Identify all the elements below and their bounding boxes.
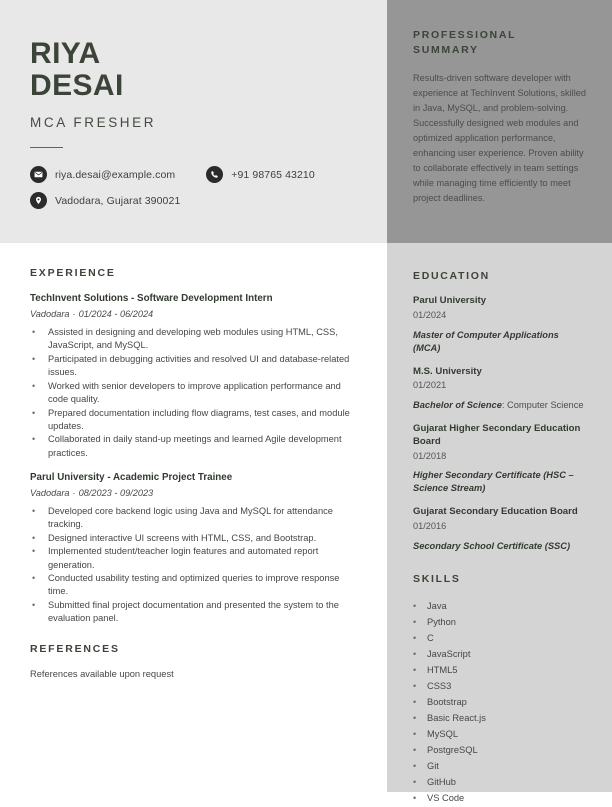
bullet-icon: • <box>413 664 417 675</box>
bullet-icon: • <box>32 380 36 391</box>
education-degree-title: Higher Secondary Certificate (HSC – Science Stream) <box>413 470 574 494</box>
skill-label: CSS3 <box>427 680 452 691</box>
header-divider <box>30 147 63 149</box>
bullet-item <box>30 572 357 598</box>
education-entry <box>413 295 586 354</box>
contact-location[interactable] <box>30 192 180 209</box>
education-school: Gujarat Secondary Education Board <box>413 506 578 518</box>
experience-bullets <box>30 505 357 626</box>
skill-item <box>413 791 586 807</box>
education-degree-detail: : Computer Science <box>501 400 584 411</box>
skill-label: HTML5 <box>427 664 458 675</box>
education-date: 01/2021 <box>413 380 447 391</box>
experience-location: Vadodara <box>30 487 70 498</box>
education-date: 01/2024 <box>413 310 447 321</box>
bullet-text: Conducted usability testing and optimized queries to improve response time. <box>48 573 340 597</box>
bullet-item <box>30 505 357 531</box>
bullet-icon: • <box>413 760 417 771</box>
bullet-text: Implemented student/teacher login features and automated report generation. <box>48 546 319 570</box>
bullet-icon: • <box>413 744 417 755</box>
skill-label: VS Code <box>427 792 465 803</box>
skills-list <box>413 599 586 807</box>
sidebar-lower <box>387 243 612 803</box>
education-date: 01/2016 <box>413 520 447 531</box>
skill-item <box>413 727 586 743</box>
experience-location: Vadodara <box>30 308 70 319</box>
contact-phone[interactable] <box>206 166 315 183</box>
envelope-icon <box>30 166 47 183</box>
bullet-text: Collaborated in daily stand-up meetings and learned Agile development practices. <box>48 434 342 458</box>
bullet-item <box>30 545 357 571</box>
header-identity-block <box>0 0 387 243</box>
education-entry <box>413 506 586 552</box>
education-degree-title: Secondary School Certificate (SSC) <box>413 540 571 551</box>
name-last: DESAI <box>30 69 124 103</box>
name-first: RIYA <box>30 37 101 70</box>
education-degree <box>413 329 586 355</box>
education-degree <box>413 469 586 495</box>
contact-row-secondary <box>30 192 359 209</box>
bullet-icon: • <box>413 696 417 707</box>
experience-meta <box>30 307 357 321</box>
experience-meta <box>30 486 357 500</box>
education-degree <box>413 399 586 412</box>
experience-entry <box>30 292 357 460</box>
contact-row-primary <box>30 166 359 183</box>
experience-title: TechInvent Solutions - Software Development Intern <box>30 293 273 304</box>
bullet-icon: • <box>413 792 417 803</box>
bullet-icon: • <box>32 505 36 516</box>
bullet-icon: • <box>32 407 36 418</box>
skill-item <box>413 599 586 615</box>
experience-bullets <box>30 326 357 460</box>
bullet-item <box>30 326 357 352</box>
bullet-icon: • <box>32 532 36 543</box>
summary-heading-line1: PROFESSIONAL <box>413 29 517 41</box>
meta-separator: · <box>72 308 76 319</box>
skill-item <box>413 647 586 663</box>
skill-label: C <box>427 632 434 643</box>
skill-item <box>413 695 586 711</box>
phone-text: +91 98765 43210 <box>231 168 315 181</box>
references-heading: REFERENCES <box>30 643 120 656</box>
skill-item <box>413 679 586 695</box>
candidate-title: MCA FRESHER <box>30 114 157 130</box>
skill-label: Java <box>427 600 447 611</box>
education-school: Parul University <box>413 295 487 307</box>
skill-label: Python <box>427 616 456 627</box>
skills-heading: SKILLS <box>413 572 461 585</box>
summary-heading-line2: SUMMARY <box>413 44 479 57</box>
bullet-item <box>30 353 357 379</box>
skill-label: Git <box>427 760 439 771</box>
bullet-icon: • <box>413 616 417 627</box>
experience-entry <box>30 471 357 626</box>
education-degree-title: Master of Computer Applications (MCA) <box>413 329 559 353</box>
education-entry <box>413 366 586 412</box>
education-entry <box>413 423 586 495</box>
bullet-text: Designed interactive UI screens with HTML, CSS, and Bootstrap. <box>48 532 317 543</box>
skill-label: JavaScript <box>427 648 471 659</box>
experience-dates: 01/2024 - 06/2024 <box>78 308 154 319</box>
main-column <box>0 243 387 792</box>
skill-item <box>413 631 586 647</box>
contact-block <box>30 166 359 209</box>
skill-item <box>413 711 586 727</box>
education-school: M.S. University <box>413 365 482 377</box>
map-pin-icon <box>30 192 47 209</box>
education-school: Gujarat Higher Secondary Education Board <box>413 422 581 447</box>
skill-item <box>413 615 586 631</box>
bullet-icon: • <box>413 680 417 691</box>
bullet-item <box>30 380 357 406</box>
education-list <box>413 295 586 552</box>
education-degree-title: Bachelor of Science <box>413 400 502 411</box>
bullet-icon: • <box>32 573 36 584</box>
skill-item <box>413 775 586 791</box>
bullet-icon: • <box>413 600 417 611</box>
bullet-icon: • <box>413 728 417 739</box>
bullet-icon: • <box>32 353 36 364</box>
meta-separator: · <box>72 487 76 498</box>
bullet-icon: • <box>32 600 36 611</box>
experience-list <box>30 292 357 625</box>
skill-label: GitHub <box>427 776 456 787</box>
experience-heading: EXPERIENCE <box>30 267 116 279</box>
summary-heading <box>413 28 586 58</box>
bullet-item <box>30 433 357 459</box>
phone-icon <box>206 166 223 183</box>
references-text: References available upon request <box>30 669 174 680</box>
bullet-text: Prepared documentation including flow diagrams, test cases, and module updates. <box>48 407 350 431</box>
contact-email[interactable] <box>30 166 175 183</box>
education-date: 01/2018 <box>413 450 447 461</box>
experience-dates: 08/2023 - 09/2023 <box>78 487 154 498</box>
email-text: riya.desai@example.com <box>55 168 176 181</box>
bullet-text: Worked with senior developers to improve application performance and code quality. <box>48 380 341 404</box>
education-heading: EDUCATION <box>413 270 490 282</box>
bullet-text: Submitted final project documentation and presented the system to the evaluation panel. <box>48 600 339 624</box>
bullet-item <box>30 599 357 625</box>
professional-summary-section <box>387 0 612 243</box>
experience-title: Parul University - Academic Project Trainee <box>30 471 233 483</box>
skill-item <box>413 743 586 759</box>
skill-item <box>413 663 586 679</box>
bullet-text: Developed core backend logic using Java and MySQL for attendance tracking. <box>48 505 333 529</box>
location-text: Vadodara, Gujarat 390021 <box>55 194 181 207</box>
skill-label: PostgreSQL <box>427 744 478 755</box>
summary-body: Results-driven software developer with experience at TechInvent Solutions, skilled in Java, MySQL, and problem-solving. Successfully designed web modules and optimized application performance, enhancing user experience. Proven ability to collaborate effectively in team settings while managing time efficiently to meet project deadlines. <box>413 73 586 203</box>
skill-item <box>413 759 586 775</box>
bullet-icon: • <box>32 326 36 337</box>
skill-label: MySQL <box>427 728 458 739</box>
bullet-icon: • <box>32 434 36 445</box>
bullet-icon: • <box>413 776 417 787</box>
bullet-icon: • <box>413 648 417 659</box>
bullet-icon: • <box>32 546 36 557</box>
bullet-text: Assisted in designing and developing web modules using HTML, CSS, JavaScript, and MySQL. <box>48 326 338 351</box>
candidate-name <box>30 38 359 103</box>
bullet-item <box>30 407 357 433</box>
skill-label: Basic React.js <box>427 712 486 723</box>
bullet-text: Participated in debugging activities and resolved UI and database-related issues. <box>48 353 350 378</box>
bullet-icon: • <box>413 632 417 643</box>
bullet-icon: • <box>413 712 417 723</box>
skill-label: Bootstrap <box>427 696 467 707</box>
education-degree <box>413 540 586 553</box>
bullet-item <box>30 532 357 545</box>
